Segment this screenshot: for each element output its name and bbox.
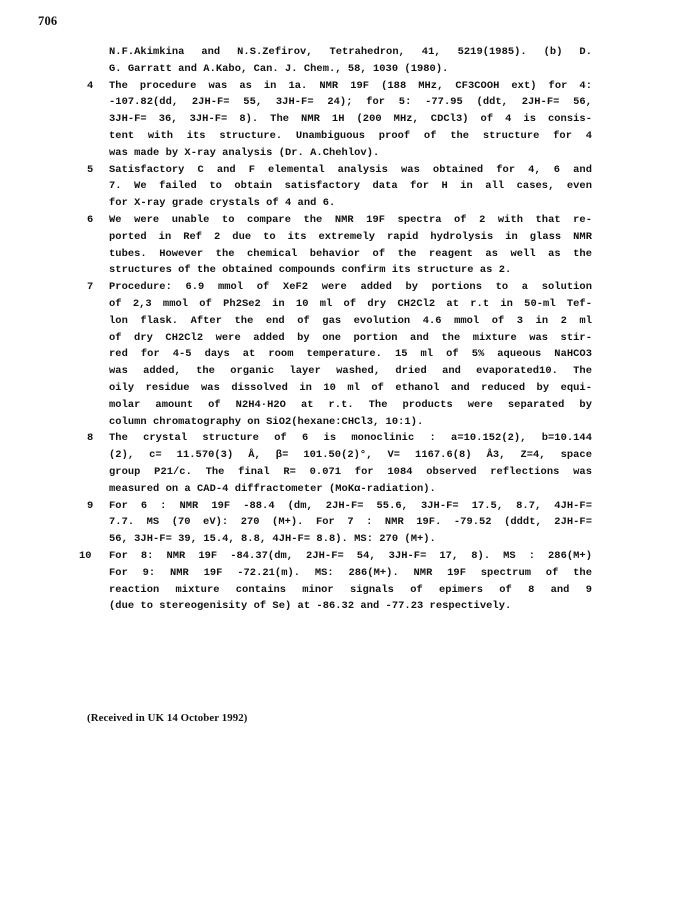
note-line: N.F.Akimkina and N.S.Zefirov, Tetrahedron, 41, 5219(1985). (b) D. [109, 46, 592, 58]
note-line: For 8: NMR 19F -84.37(dm, 2JH-F= 54, 3JH-F= 17, 8). MS : 286(M+) [109, 549, 592, 562]
references-notes [79, 44, 592, 615]
note-9 [87, 498, 592, 548]
note-continued [87, 44, 592, 78]
note-number: 8 [87, 432, 94, 445]
note-number: 4 [87, 79, 94, 92]
note-line: tubes. However the chemical behavior of the reagent as well as the [109, 247, 592, 260]
note-number: 10 [79, 549, 92, 562]
note-line: column chromatography on SiO2(hexane:CHCl3, 10:1). [109, 415, 424, 428]
note-line: lon flask. After the end of gas evolution 4.6 mmol of 3 in 2 ml [109, 314, 592, 327]
note-line: red for 4-5 days at room temperature. 15 ml of 5% aqueous NaHCO3 [109, 348, 592, 361]
note-line: molar amount of N2H4·H2O at r.t. The products were separated by [109, 398, 592, 411]
note-line: For 9: NMR 19F -72.21(m). MS: 286(M+). NMR 19F spectrum of the [109, 566, 592, 579]
note-number: 5 [87, 163, 94, 176]
note-10 [79, 548, 592, 615]
note-line: 7.7. MS (70 eV): 270 (M+). For 7 : NMR 19F. -79.52 (dddt, 2JH-F= [109, 516, 592, 529]
note-number: 9 [87, 499, 94, 512]
note-line: (2), c= 11.570(3) Å, β= 101.50(2)°, V= 1167.6(8) Å3, Z=4, space [109, 449, 592, 462]
note-number: 6 [87, 213, 94, 226]
note-line: ported in Ref 2 due to its extremely rapid hydrolysis in glass NMR [109, 230, 592, 243]
note-line: 7. We failed to obtain satisfactory data for H in all cases, even [109, 180, 592, 193]
note-line: Satisfactory C and F elemental analysis was obtained for 4, 6 and [109, 163, 592, 176]
note-number: 7 [87, 281, 94, 294]
note-line: The crystal structure of 6 is monoclinic : a=10.152(2), b=10.144 [109, 432, 592, 445]
note-line: 56, 3JH-F= 39, 15.4, 8.8, 4JH-F= 8.8). MS: 270 (M+). [109, 533, 436, 546]
note-line: oily residue was dissolved in 10 ml of ethanol and reduced by equi- [109, 381, 592, 394]
note-8 [87, 430, 592, 497]
page-number: 706 [38, 14, 58, 28]
note-line: of 2,3 mmol of Ph2Se2 in 10 ml of dry CH2Cl2 at r.t in 50-ml Tef- [109, 297, 592, 310]
note-4 [87, 78, 592, 162]
note-5 [87, 162, 592, 212]
note-line: We were unable to compare the NMR 19F spectra of 2 with that re- [109, 213, 592, 226]
note-line: G. Garratt and A.Kabo, Can. J. Chem., 58, 1030 (1980). [109, 62, 449, 75]
note-line: tent with its structure. Unambiguous proof of the structure for 4 [109, 129, 592, 142]
note-line: reaction mixture contains minor signals of epimers of 8 and 9 [109, 583, 592, 596]
note-line: was made by X-ray analysis (Dr. A.Chehlov). [109, 146, 380, 159]
note-line: -107.82(dd, 2JH-F= 55, 3JH-F= 24); for 5: -77.95 (ddt, 2JH-F= 56, [109, 96, 592, 109]
note-line: The procedure was as in 1a. NMR 19F (188 MHz, CF3COOH ext) for 4: [109, 79, 592, 92]
note-line: 3JH-F= 36, 3JH-F= 8). The NMR 1H (200 MHz, CDCl3) of 4 is consis- [109, 113, 592, 126]
note-line: For 6 : NMR 19F -88.4 (dm, 2JH-F= 55.6, 3JH-F= 17.5, 8.7, 4JH-F= [109, 499, 592, 512]
note-line: measured on a CAD-4 diffractometer (MoKα-radiation). [109, 482, 436, 495]
note-line: (due to stereogenisity of Se) at -86.32 and -77.23 respectively. [109, 600, 512, 613]
received-date: (Received in UK 14 October 1992) [87, 712, 248, 724]
note-6 [87, 212, 592, 279]
note-line: for X-ray grade crystals of 4 and 6. [109, 197, 336, 210]
note-line: was added, the organic layer washed, dried and evaporated10. The [109, 365, 592, 378]
note-7 [87, 279, 592, 430]
note-line: of dry CH2Cl2 were added by one portion and the mixture was stir- [109, 331, 592, 344]
note-line: group P21/c. The final R= 0.071 for 1084 observed reflections was [109, 465, 592, 478]
note-line: Procedure: 6.9 mmol of XeF2 were added by portions to a solution [109, 281, 592, 294]
note-line: structures of the obtained compounds confirm its structure as 2. [109, 264, 512, 277]
